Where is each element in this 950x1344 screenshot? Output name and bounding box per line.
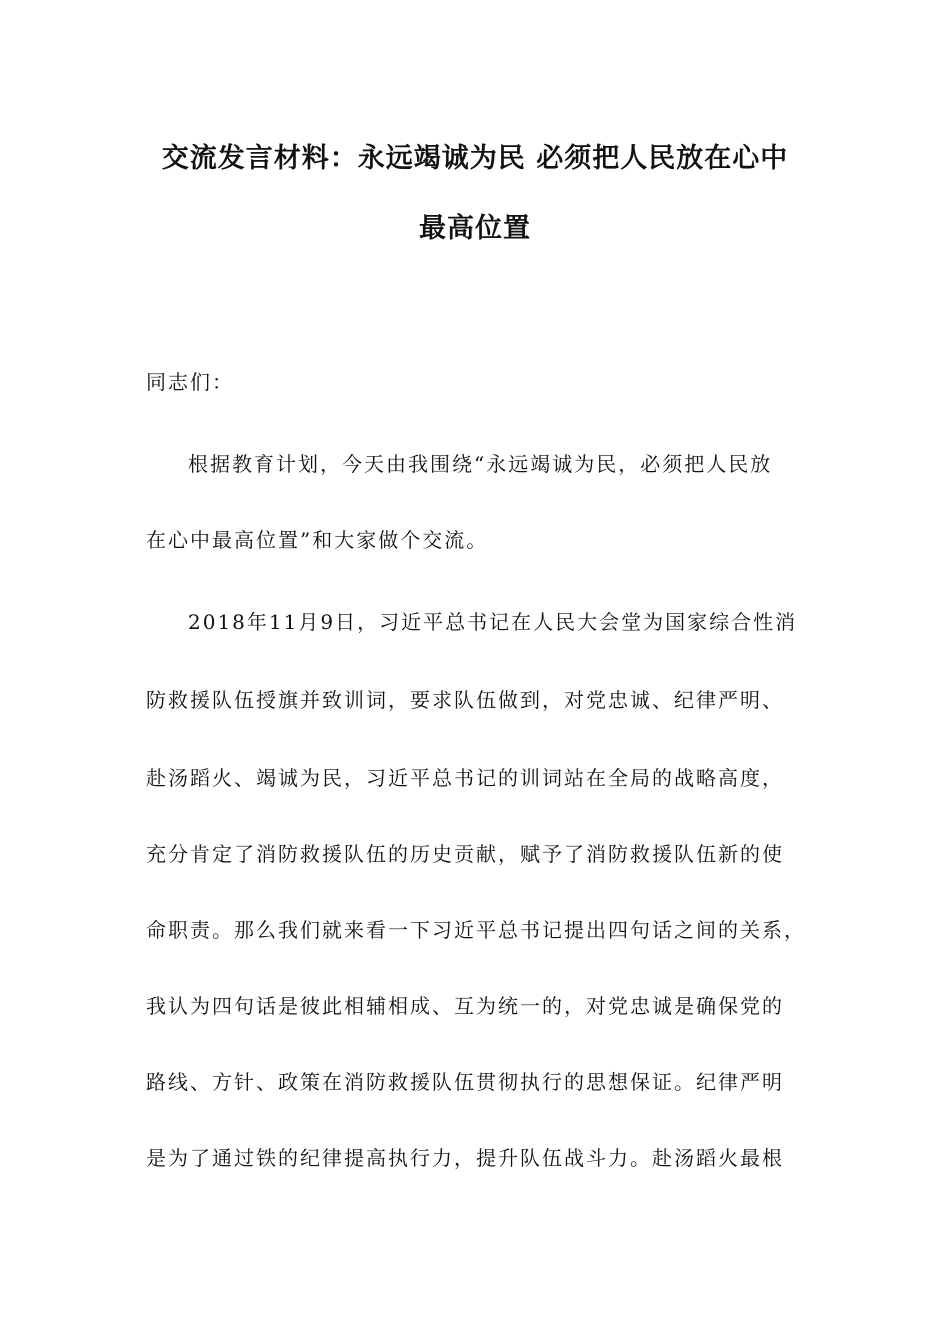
document-title-line-2: 最高位置 — [419, 213, 531, 244]
paragraph-line: 我认为四句话是彼此相辅相成、互为统一的，对党忠诚是确保党的 — [146, 994, 784, 1018]
paragraph-line: 2018年11月9日，习近平总书记在人民大会堂为国家综合性消 — [188, 610, 798, 634]
paragraph-line: 路线、方针、政策在消防救援队伍贯彻执行的思想保证。纪律严明 — [146, 1070, 784, 1094]
paragraph-line: 赴汤蹈火、竭诚为民，习近平总书记的训词站在全局的战略高度， — [146, 766, 784, 790]
paragraph-line: 充分肯定了消防救援队伍的历史贡献，赋予了消防救援队伍新的使 — [146, 842, 784, 866]
paragraph-line: 防救援队伍授旗并致训词，要求队伍做到，对党忠诚、纪律严明、 — [146, 688, 784, 712]
greeting: 同志们： — [146, 370, 234, 394]
paragraph-line: 在心中最高位置”和大家做个交流。 — [146, 528, 489, 552]
document-title-line-1: 交流发言材料：永远竭诚为民 必须把人民放在心中 — [161, 143, 789, 174]
paragraph-line: 命职责。那么我们就来看一下习近平总书记提出四句话之间的关系， — [146, 918, 806, 942]
paragraph-line: 根据教育计划，今天由我围绕“永远竭诚为民，必须把人民放 — [188, 452, 773, 476]
paragraph-line: 是为了通过铁的纪律提高执行力，提升队伍战斗力。赴汤蹈火最根 — [146, 1146, 784, 1170]
